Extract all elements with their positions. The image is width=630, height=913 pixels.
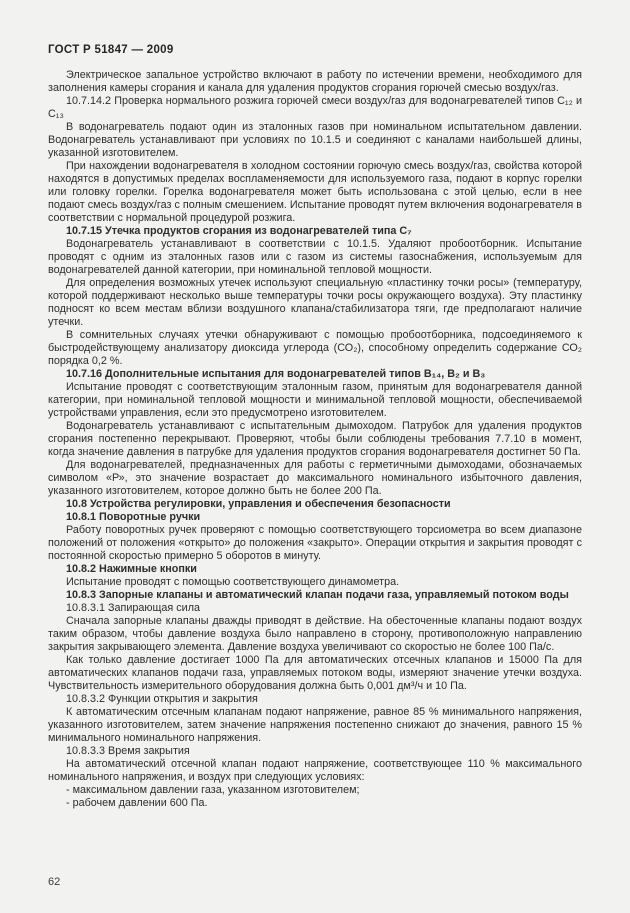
section-heading: 10.7.16 Дополнительные испытания для водонагревателей типов В₁₄, В₂ и В₃ — [66, 368, 486, 380]
paragraph: Для водонагревателей, предназначенных для работы с герметичными дымоходами, обозначаемых символом «Р», это значение возрастает до максимального номинального избыточного давления, указанного изготовителем, которое должно быть не более 200 Па. — [48, 459, 582, 497]
paragraph: Водонагреватель устанавливают с испытательным дымоходом. Патрубок для удаления продуктов сгорания постепенно перекрывают. Проверяют, чтобы были соблюдены требования 7.7.10 в момент, когда значение давления в патрубке для удаления продуктов сгорания водонагревателя достигнет 50 Па. — [48, 420, 582, 458]
paragraph: Работу поворотных ручек проверяют с помощью соответствующего торсиометра во всем диапазоне положений от положения «открыто» до положения «закрыто». Операции открытия и закрытия проводят с постоянной скоростью примерно 5 оборотов в минуту. — [48, 524, 582, 562]
paragraph: - рабочем давлении 600 Па. — [66, 797, 208, 809]
document-header-standard-number: ГОСТ Р 51847 — 2009 — [48, 44, 174, 56]
paragraph: Испытание проводят с помощью соответствующего динамометра. — [66, 576, 400, 588]
paragraph: Электрическое запальное устройство включают в работу по истечении времени, необходимого для заполнения камеры сгорания и канала для удаления продуктов сгорания горючей смесью воздух/газ. — [48, 69, 582, 94]
section-heading: 10.8.3 Запорные клапаны и автоматический клапан подачи газа, управляемый потоком воды — [66, 589, 569, 601]
paragraph: Для определения возможных утечек используют специальную «пластинку точки росы» (температуру, которой поддерживают несколько выше температуры точки росы окружающего воздуха). Эту пластинку подносят ко всем местам вблизи воздушного клапана/стабилизатора тяги, где предполагают наличие утечки. — [48, 277, 582, 328]
paragraph: Как только давление достигает 1000 Па для автоматических отсечных клапанов и 15000 Па для автоматических клапанов подачи газа, управляемых потоком воды, измеряют значение утечки воздуха. Чувствительность измерительного оборудования должна быть 0,001 дм³/ч и 10 Па. — [48, 654, 582, 692]
paragraph: Сначала запорные клапаны дважды приводят в действие. На обесточенные клапаны подают воздух таким образом, чтобы давление воздуха было направлено в сторону, противоположную направлению закрытия закрывающего элемента. Давление воздуха увеличивают со скоростью не более 100 Па/с. — [48, 615, 582, 653]
section-heading: 10.7.15 Утечка продуктов сгорания из водонагревателей типа С₇ — [66, 225, 412, 237]
paragraph: 10.8.3.1 Запирающая сила — [66, 602, 201, 614]
paragraph: Водонагреватель устанавливают в соответствии с 10.1.5. Удаляют пробоотборник. Испытание проводят с одним из эталонных газов или с газом из системы газоснабжения, используемым для водонагревателей данной категории, при номинальной тепловой мощности. — [48, 238, 582, 276]
paragraph: 10.8.3.3 Время закрытия — [66, 745, 190, 757]
paragraph: На автоматический отсечной клапан подают напряжение, соответствующее 110 % максимального номинального напряжения, и воздух при следующих условиях: — [48, 758, 582, 783]
document-body — [48, 69, 582, 810]
paragraph: 10.8.3.2 Функции открытия и закрытия — [66, 693, 258, 705]
paragraph: Испытание проводят с соответствующим эталонным газом, принятым для водонагревателя данной категории, при номинальной тепловой мощности и минимальной тепловой мощности, обеспечиваемой устройствами управления, если это предусмотрено изготовителем. — [48, 381, 582, 419]
paragraph: В сомнительных случаях утечки обнаруживают с помощью пробоотборника, подсоединяемого к быстродействующему анализатору диоксида углерода (СО₂), способному определить содержание СО₂ порядка 0,2 %. — [48, 329, 582, 367]
paragraph: К автоматическим отсечным клапанам подают напряжение, равное 85 % минимального напряжения, указанного изготовителем, затем значение напряжения постепенно снижают до значения, равного 15 % минимального номинального напряжения. — [48, 706, 582, 744]
paragraph: 10.7.14.2 Проверка нормального розжига горючей смеси воздух/газ для водонагревателей типов С₁₂ и С₁₃ — [48, 95, 582, 120]
paragraph: В водонагреватель подают один из эталонных газов при номинальном испытательном давлении. Водонагреватель устанавливают при условиях по 10.1.5 и соединяют с каналами наибольшей длины, указанной изготовителем. — [48, 121, 582, 159]
section-heading: 10.8.1 Поворотные ручки — [66, 511, 201, 523]
page-number: 62 — [48, 876, 61, 888]
paragraph: - максимальном давлении газа, указанном изготовителем; — [66, 784, 360, 796]
paragraph: При нахождении водонагревателя в холодном состоянии горючую смесь воздух/газ, свойства которой находятся в допустимых пределах воспламеняемости для используемого газа, подают в корпус горелки или головку горелки. Горелка водонагревателя может быть использована с этой целью, если в нее подают смесь воздух/газ с полным смешением. Испытание проводят путем включения водонагревателя в соответствии с нормальной процедурой розжига. — [48, 160, 582, 224]
section-heading: 10.8 Устройства регулировки, управления и обеспечения безопасности — [66, 498, 451, 510]
section-heading: 10.8.2 Нажимные кнопки — [66, 563, 197, 575]
